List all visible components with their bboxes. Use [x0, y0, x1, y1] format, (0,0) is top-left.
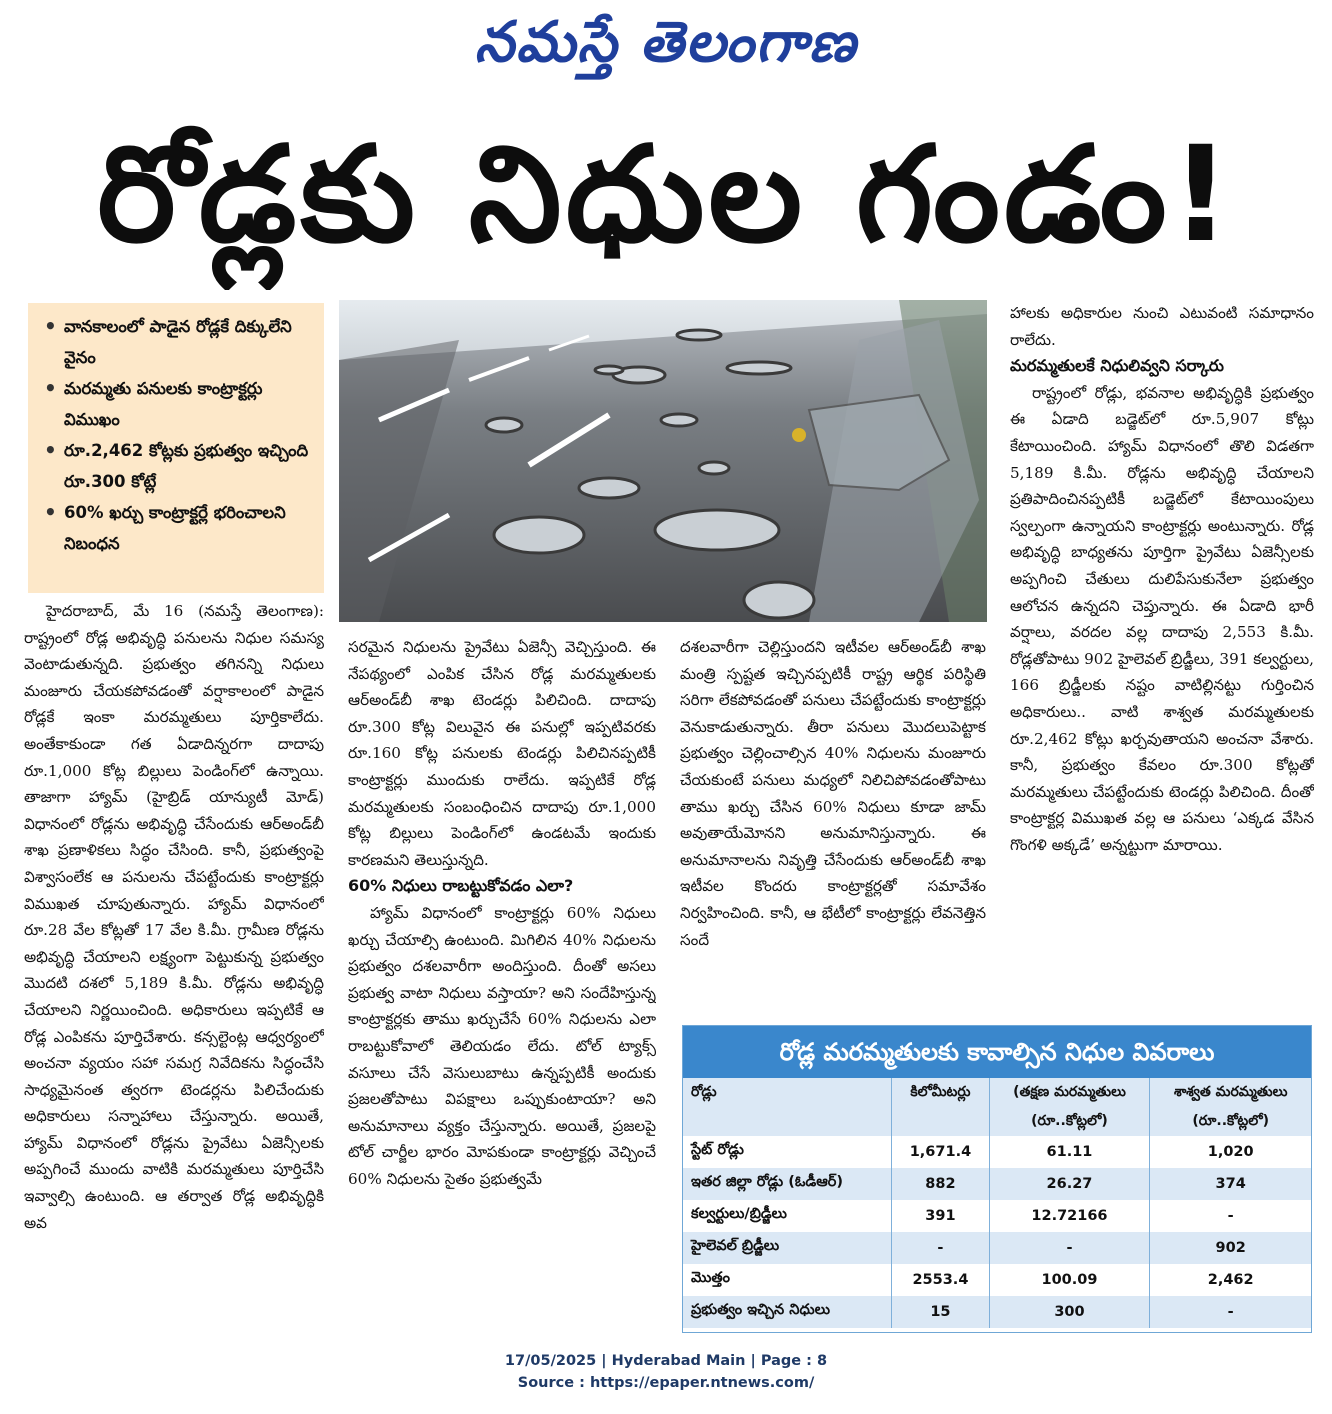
column-subheader: [892, 1108, 989, 1136]
bullet-icon: •: [44, 376, 57, 400]
pothole-road-photo: [339, 300, 987, 622]
table-cell: 2,462: [1150, 1264, 1311, 1296]
table-cell: 374: [1150, 1168, 1311, 1200]
repair-funds-table: [682, 1025, 1312, 1333]
highlight-item: [40, 435, 318, 497]
article-column-3: [680, 634, 986, 984]
column-subheader: (రూ..కోట్లలో): [989, 1108, 1150, 1136]
table-cell: కల్వర్టులు/బ్రిడ్జీలు: [691, 1206, 787, 1222]
table-cell: 2553.4: [892, 1264, 989, 1296]
table-cell: -: [892, 1232, 989, 1264]
table-cell: 391: [892, 1200, 989, 1232]
table-cell: మొత్తం: [691, 1270, 730, 1286]
table-cell: 1,671.4: [892, 1136, 989, 1168]
table-cell: 300: [989, 1296, 1150, 1328]
table-cell: 100.09: [989, 1264, 1150, 1296]
edition-info: 17/05/2025 | Hyderabad Main | Page : 8: [504, 1353, 828, 1369]
highlight-text: మరమ్మతు పనులకు కాంట్రాక్టర్లు విముఖం: [64, 379, 263, 429]
table-row: [683, 1168, 1311, 1200]
table-row: [683, 1232, 1311, 1264]
table-row: [683, 1200, 1311, 1232]
article-column-1: [24, 598, 324, 1340]
article-text: హాలకు అధికారుల నుంచి ఎటువంటి సమాధానం రాలేదు.: [1010, 304, 1314, 349]
column-header: రోడ్లు: [683, 1078, 892, 1108]
table-cell: 26.27: [989, 1168, 1150, 1200]
article-text: దశలవారీగా చెల్లిస్తుందని ఇటీవల ఆర్‌అండ్‌బీ శాఖ మంత్రి స్పష్టత ఇచ్చినప్పటికీ రాష్ట్ర ఆర్థిక పరిస్థితి సరిగా లేకపోవడంతో పనులు చేపట్టేందుకు కాంట్రాక్టర్లు వెనుకాడుతున్నారు. తీరా పనులు మొదలుపెట్టాక ప్రభుత్వం చెల్లించాల్సిన 40% నిధులను మంజూరు చేయకుంటే పనులు మధ్యలో నిలిచిపోవడంతోపాటు తాము ఖర్చు చేసిన 60% నిధులు కూడా జామ్ అవుతాయేమోనని అనుమానిస్తున్నారు. ఈ అనుమానాలను నివృత్తి చేసేందుకు ఆర్‌అండ్‌బీ శాఖ ఇటీవల కొందరు కాంట్రాక్టర్లతో సమావేశం నిర్వహించింది. కానీ, ఆ భేటీలో కాంట్రాక్టర్లు లేవనెత్తిన సందే: [680, 638, 986, 949]
table-cell: 12.72166: [989, 1200, 1150, 1232]
table-cell: 882: [892, 1168, 989, 1200]
source-link[interactable]: Source : https://epaper.ntnews.com/: [517, 1375, 815, 1391]
column-subheader: [683, 1108, 892, 1136]
bullet-icon: •: [44, 314, 57, 338]
highlight-item: [40, 311, 318, 373]
column-header: కిలోమీటర్లు: [892, 1078, 989, 1108]
table-title: రోడ్ల మరమ్మతులకు కావాల్సిన నిధుల వివరాలు: [683, 1026, 1311, 1078]
table-cell: 61.11: [989, 1136, 1150, 1168]
highlight-text: 60% ఖర్చు కాంట్రాక్టర్లే భరించాలని నిబంధన: [64, 503, 286, 553]
table-row: [683, 1296, 1311, 1328]
table-cell: హైలెవల్ బ్రిడ్జీలు: [683, 1232, 892, 1264]
bullet-icon: •: [44, 438, 57, 462]
article-column-2: [348, 634, 656, 1340]
table-row: [683, 1136, 1311, 1168]
column-header: శాశ్వత మరమ్మతులు: [1150, 1078, 1311, 1108]
column-subheader: (రూ..కోట్లలో): [1150, 1108, 1311, 1136]
table-cell: ప్రభుత్వం ఇచ్చిన నిధులు: [683, 1296, 892, 1328]
table-cell: -: [1150, 1200, 1311, 1232]
article-text: సరమైన నిధులను ప్రైవేటు ఏజెన్సీ వెచ్చిస్తుంది. ఈ నేపథ్యంలో ఎంపిక చేసిన రోడ్ల మరమ్మతులకు ఆర్‌అండ్‌బీ శాఖ టెండర్లు పిలిచింది. దాదాపు రూ.300 కోట్ల విలువైన ఈ పనుల్లో ఇప్పటివరకు రూ.160 కోట్ల పనులకు టెండర్లు పిలిచినప్పటికీ కాంట్రాక్టర్లు ముందుకు రాలేదు. ఇప్పటికే రోడ్ల మరమ్మతులకు సంబంధించిన దాదాపు రూ.1,000 కోట్ల బిల్లులు పెండింగ్‌లో ఉండటమే ఇందుకు కారణమని తెలుస్తున్నది.: [348, 638, 656, 869]
subheading: 60% నిధులు రాబట్టుకోవడం ఎలా?: [348, 876, 574, 896]
column-header: (తక్షణ మరమ్మతులు: [989, 1078, 1150, 1108]
article-column-4: [1010, 300, 1314, 1000]
bullet-icon: •: [44, 500, 57, 524]
headline: రోడ్లకు నిధుల గండం!: [97, 118, 1235, 272]
highlight-item: [40, 373, 318, 435]
article-text: హ్యామ్ విధానంలో కాంట్రాక్టర్లు 60% నిధులు ఖర్చు చేయాల్సి ఉంటుంది. మిగిలిన 40% నిధులను ప్రభుత్వం దశలవారీగా అందిస్తుంది. దీంతో అసలు ప్రభుత్వ వాటా నిధులు వస్తాయా? అని సందేహిస్తున్న కాంట్రాక్టర్లకు తాము ఖర్చుచేసే 60% నిధులను ఎలా రాబట్టుకోవాలో తెలియడం లేదు. టోల్ ట్యాక్స్ వసూలు చేసే వెసులుబాటు ఉన్నప్పటికీ అందుకు ప్రజలతోపాటు విపక్షాలు ఒప్పుకుంటాయా? అని అనుమానాలు వ్యక్తం చేస్తున్నారు. అయితే, ప్రజలపై టోల్ చార్జీల భారం మోపకుండా కాంట్రాక్టర్లు వెచ్చించే 60% నిధులను సైతం ప్రభుత్వమే: [348, 903, 656, 1188]
table-cell: -: [1150, 1296, 1311, 1328]
highlight-text: రూ.2,462 కోట్లకు ప్రభుత్వం ఇచ్చింది రూ.300 కోట్లే: [64, 441, 309, 491]
table-row: [683, 1264, 1311, 1296]
highlight-item: [40, 497, 318, 559]
article-text: హైదరాబాద్, మే 16 (నమస్తే తెలంగాణ): రాష్ట్రంలో రోడ్ల అభివృద్ధి పనులను నిధుల సమస్య వెంటాడుతున్నది. ప్రభుత్వం తగినన్ని నిధులు మంజూరు చేయకపోవడంతో వర్షాకాలంలో పాడైన రోడ్లకే ఇంకా మరమ్మతులు పూర్తికాలేదు. అంతేకాకుండా గత ఏడాదిన్నరగా దాదాపు రూ.1,000 కోట్ల బిల్లులు పెండింగ్‌లో ఉన్నాయి. తాజాగా హ్యామ్ (హైబ్రిడ్ యాన్యుటీ మోడ్) విధానంలో రోడ్లను అభివృద్ధి చేసేందుకు ఆర్‌అండ్‌బీ శాఖ ప్రణాళికలు సిద్ధం చేసింది. కానీ, ప్రభుత్వంపై విశ్వాసంలేక ఆ పనులను చేపట్టేందుకు కాంట్రాక్టర్లు విముఖత చూపుతున్నారు. హ్యామ్ విధానంలో రూ.28 వేల కోట్లతో 17 వేల కి.మీ. గ్రామీణ రోడ్లను అభివృద్ధి చేయాలని లక్ష్యంగా పెట్టుకున్న ప్రభుత్వం మొదటి దశలో 5,189 కి.మీ. రోడ్లను అభివృద్ధి చేయాలని నిర్ణయించింది. అధికారులు ఇప్పటికే ఆ రోడ్ల ఎంపికను పూర్తిచేశారు. కన్సల్టెంట్ల ఆధ్వర్యంలో అంచనా వ్యయం సహా సమగ్ర నివేదికను సిద్ధంచేసి సాధ్యమైనంత త్వరగా టెండర్లను పిలిచేందుకు అధికారులు సన్నాహాలు చేస్తున్నారు. అయితే, హ్యామ్ విధానంలో రోడ్లను ప్రైవేటు ఏజెన్సీలకు అప్పగించే ముందు వాటికి మరమ్మతులు పూర్తిచేసి ఇవ్వాల్సి ఉంటుంది. ఆ తర్వాత రోడ్ల అభివృద్ధికి అవ: [24, 602, 324, 1232]
highlights-box: [28, 303, 324, 593]
data-table: [683, 1078, 1311, 1328]
table-cell: -: [989, 1232, 1150, 1264]
table-cell: స్టేట్ రోడ్లు: [691, 1142, 744, 1158]
highlight-text: వానకాలంలో పాడైన రోడ్లకే దిక్కులేని వైనం: [64, 317, 292, 367]
subheading: మరమ్మతులకే నిధులివ్వని సర్కారు: [1010, 356, 1224, 376]
table-cell: 1,020: [1150, 1136, 1311, 1168]
table-cell: 902: [1150, 1232, 1311, 1264]
page-footer: [0, 1350, 1332, 1394]
masthead-logo: నమస్తే తెలంగాణ: [474, 10, 858, 75]
table-cell: ఇతర జిల్లా రోడ్లు (ఓడీఆర్): [683, 1168, 892, 1200]
article-text: రాష్ట్రంలో రోడ్లు, భవనాల అభివృద్ధికి ప్రభుత్వం ఈ ఏడాది బడ్జెట్‌లో రూ.5,907 కోట్లు కేటాయించింది. హ్యామ్ విధానంలో తొలి విడతగా 5,189 కి.మీ. రోడ్లను అభివృద్ధి చేయాలని ప్రతిపాదించినప్పటికీ బడ్జెట్‌లో కేటాయింపులు స్వల్పంగా ఉన్నాయని కాంట్రాక్టర్లు అంటున్నారు. రోడ్ల అభివృద్ధి బాధ్యతను పూర్తిగా ప్రైవేటు ఏజెన్సీలకు అప్పగించి చేతులు దులిపేసుకునేలా ప్రభుత్వం ఆలోచన ఉన్నదని చెప్తున్నారు. ఈ ఏడాది భారీ వర్షాలు, వరదల వల్ల దాదాపు 2,553 కి.మీ. రోడ్లతోపాటు 902 హైలెవల్ బ్రిడ్జీలు, 391 కల్వర్టులు, 166 బ్రిడ్జీలకు నష్టం వాటిల్లినట్టు గుర్తించిన అధికారులు.. వాటి శాశ్వత మరమ్మతులకు రూ.2,462 కోట్లు ఖర్చవుతాయని అంచనా వేశారు. కానీ, ప్రభుత్వం కేవలం రూ.300 కోట్లతో మరమ్మతులు చేపట్టేందుకు టెండర్లు పిలిచింది. దీంతో కాంట్రాక్టర్ల విముఖత వల్ల ఆ పనులు ‘ఎక్కడ వేసిన గొంగళి అక్కడే’ అన్నట్టుగా మారాయి.: [1010, 383, 1314, 854]
table-cell: 15: [892, 1296, 989, 1328]
